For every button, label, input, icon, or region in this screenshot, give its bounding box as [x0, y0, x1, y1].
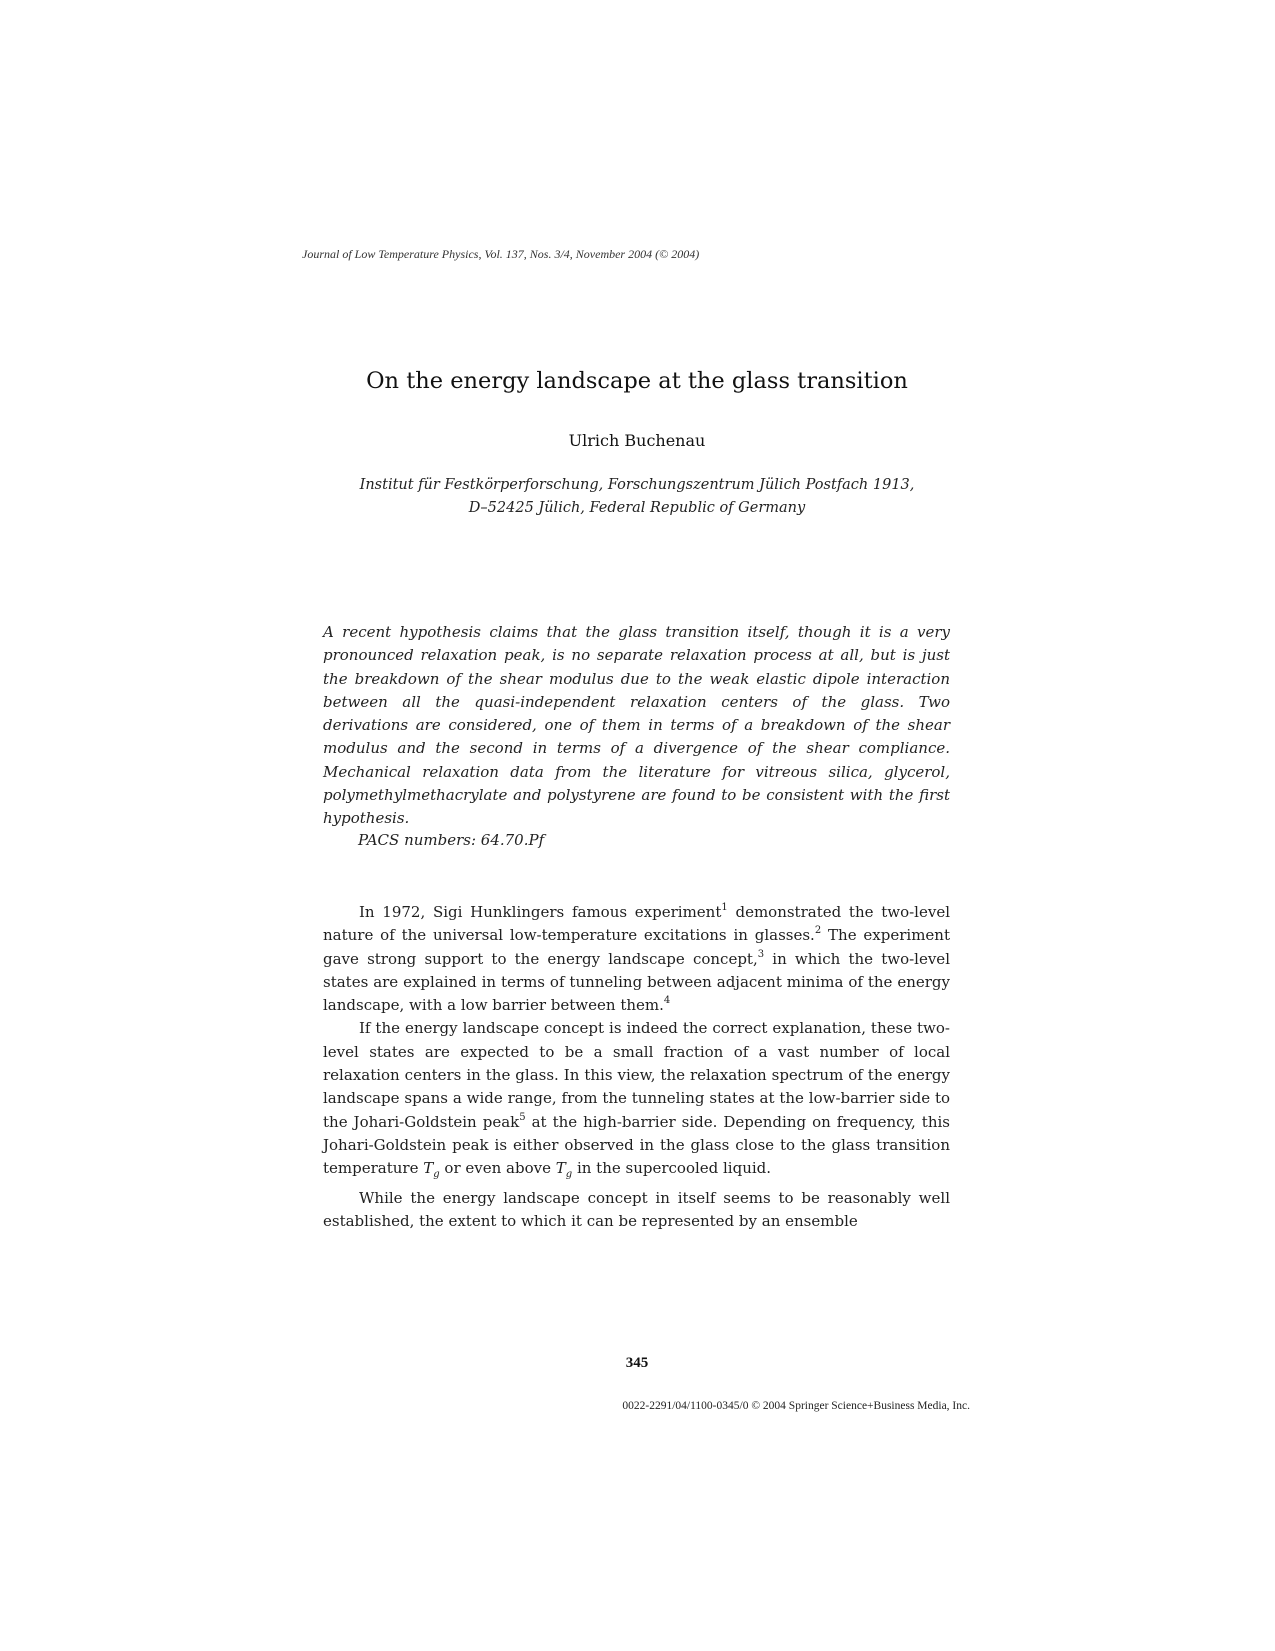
paragraph-2 — [323, 1017, 950, 1186]
math-tg: $T_g$ — [423, 1159, 440, 1181]
affiliation-line-2: D–52425 Jülich, Federal Republic of Germany — [468, 500, 806, 516]
text-run: If the energy landscape concept is indeed the correct explanation, these two-level states are expected to be a small fraction of a vast number of local relaxation centers in the glass. In this view, the relaxation spectrum of the energy landscape spans a wide range, from the tunneling states at the low-barrier side to the Johari-Goldstein peak — [323, 1019, 950, 1131]
citation-ref: 5 — [519, 1111, 526, 1123]
paper-title: On the energy landscape at the glass transition — [366, 368, 908, 394]
text-run: at the high-barrier side. Depending on frequency, this Johari-Goldstein peak is either observed in the glass close to the glass transition temperature — [323, 1112, 950, 1178]
pacs-numbers: PACS numbers: 64.70.Pf — [358, 831, 545, 849]
text-run: In 1972, Sigi Hunklingers famous experiment — [359, 903, 722, 921]
text-run: in the supercooled liquid. — [572, 1159, 772, 1178]
body-text — [323, 901, 950, 1233]
journal-header: Journal of Low Temperature Physics, Vol. 137, Nos. 3/4, November 2004 (© 2004) — [302, 247, 700, 261]
citation-ref: 2 — [814, 925, 822, 937]
text-run: or even above — [439, 1159, 556, 1178]
text-run: in which the two-level states are explained in terms of tunneling between adjacent minima of the energy landscape, with a low barrier between them. — [323, 949, 950, 1015]
copyright-line: 0022-2291/04/1100-0345/0 © 2004 Springer Science+Business Media, Inc. — [622, 1400, 970, 1412]
abstract: A recent hypothesis claims that the glass transition itself, though it is a very pronounced relaxation peak, is no separate relaxation process at all, but is just the breakdown of the shear modulus due to the weak elastic dipole interaction between all the quasi-independent relaxation centers of the glass. Two derivations are considered, one of them in terms of a breakdown of the shear modulus and the second in terms of a divergence of the shear compliance. Mechanical relaxation data from the literature for vitreous silica, glycerol, polymethylmethacrylate and polystyrene are found to be consistent with the first hypothesis. — [323, 623, 950, 828]
paragraph-1 — [323, 901, 950, 1017]
math-tg: $T_g$ — [555, 1159, 573, 1181]
text-run: The experiment gave strong support to the energy landscape concept, — [323, 926, 950, 968]
author-name: Ulrich Buchenau — [568, 431, 706, 450]
citation-ref: 4 — [663, 995, 671, 1007]
text-run: demonstrated the two-level nature of the universal low-temperature excitations in glasses. — [323, 903, 950, 945]
paragraph-3: While the energy landscape concept in itself seems to be reasonably well established, the extent to which it can be represented by an ensemble — [323, 1188, 950, 1230]
citation-ref: 3 — [757, 948, 765, 960]
page-number: 345 — [625, 1355, 649, 1371]
author-affiliation — [302, 474, 972, 520]
citation-ref: 1 — [721, 902, 728, 913]
affiliation-line-1: Institut für Festkörperforschung, Forschungszentrum Jülich Postfach 1913, — [359, 477, 915, 493]
